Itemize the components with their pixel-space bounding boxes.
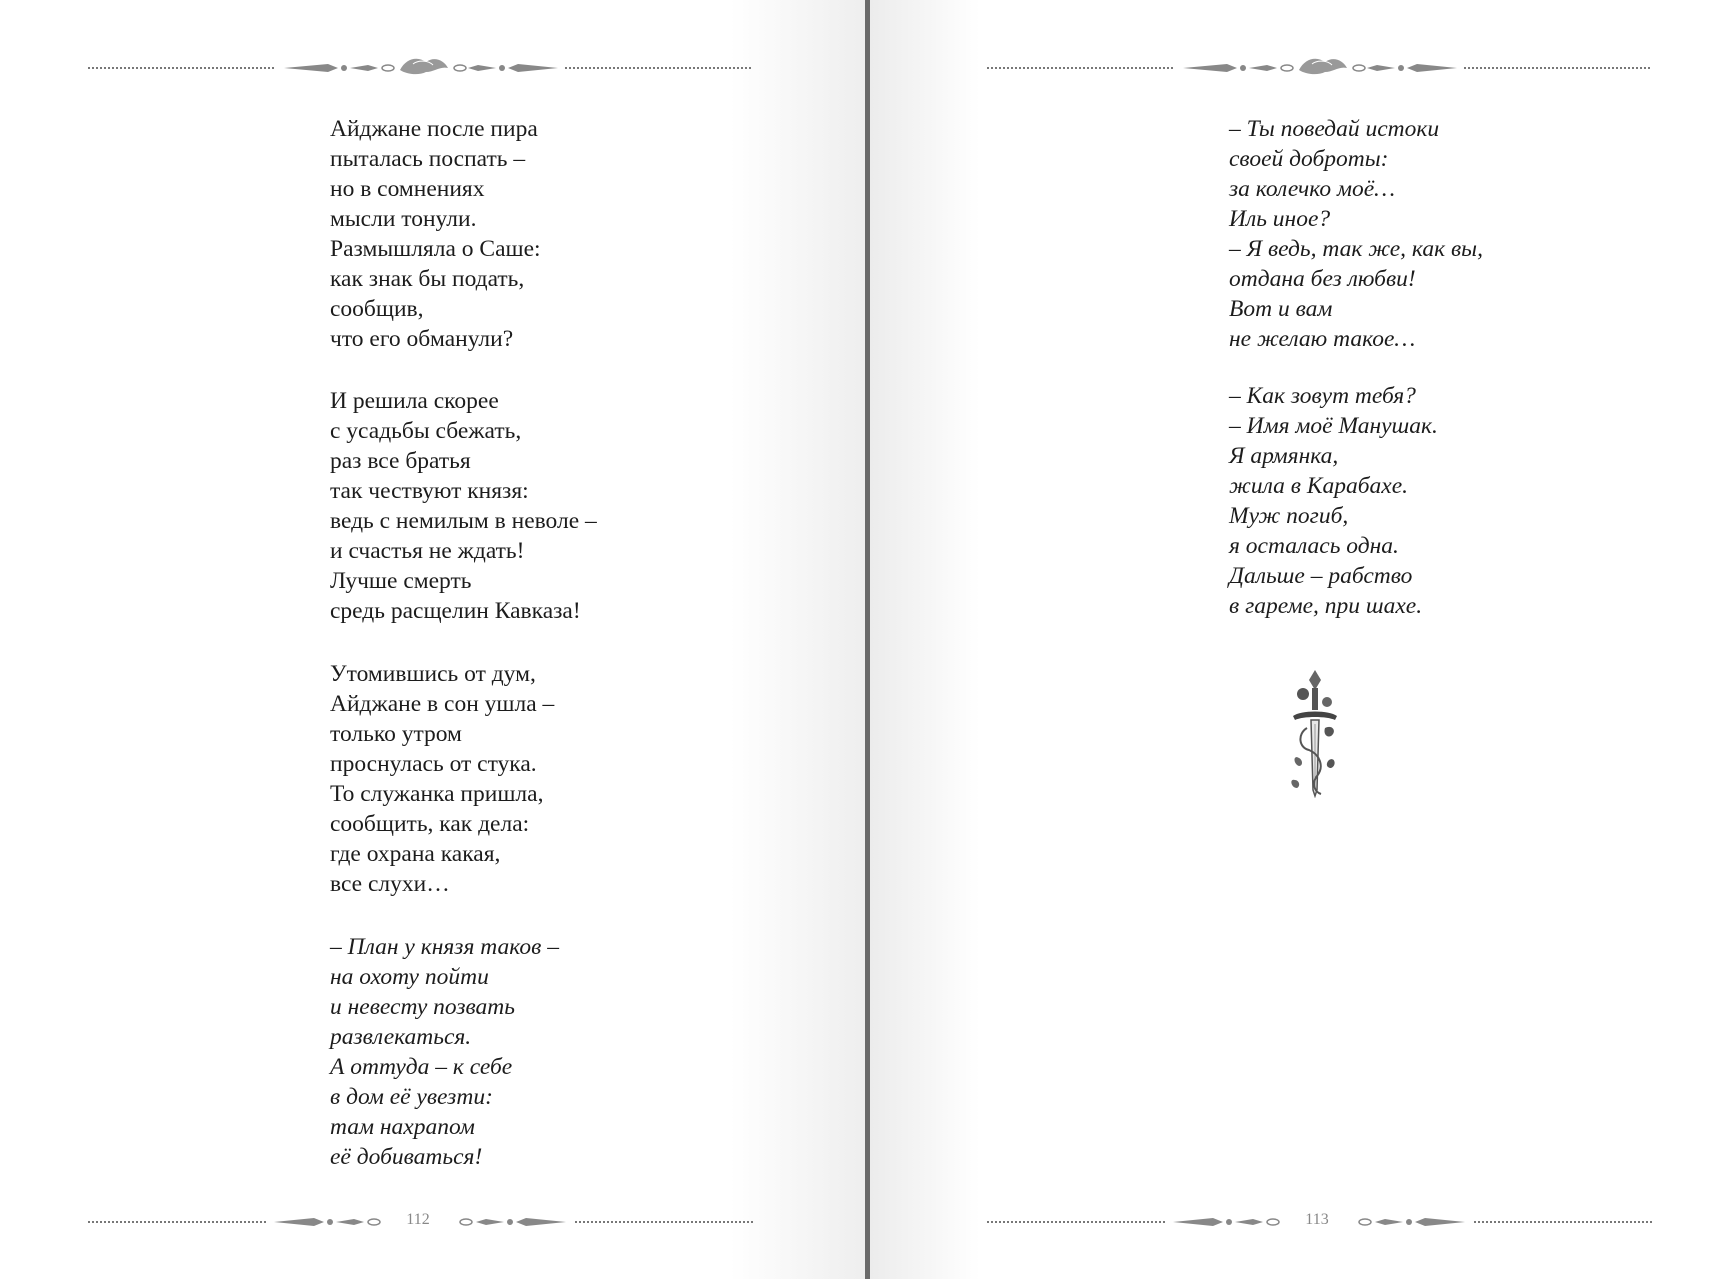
verse-line: за колечко моё… [1229,176,1396,202]
verse-line: в дом её увезти: [330,1084,493,1110]
verse-line: мысли тонули. [330,206,477,232]
verse-line: Айджане после пира [330,116,538,142]
verse-line: Иль иное? [1229,206,1331,232]
page-number-left: 112 [406,1211,430,1228]
verse-line: раз все братья [330,448,471,474]
gutter-shadow-right [870,0,980,1279]
end-ornament [1285,668,1345,803]
verse-line: Утомившись от дум, [330,661,536,687]
verse-line: там нахрапом [330,1114,475,1140]
verse-line: так чествуют князя: [330,478,529,504]
verse-line: все слухи… [330,871,450,897]
verse-line: где охрана какая, [330,841,501,867]
verse-line: Вот и вам [1229,296,1333,322]
verse-line: Дальше – рабство [1229,563,1413,589]
verse-line: – Я ведь, так же, как вы, [1229,236,1483,262]
scroll-divider-icon [88,54,753,82]
verse-line: сообщить, как дела: [330,811,530,837]
verse-line: развлекаться. [330,1024,472,1050]
verse-line: – Имя моё Манушак. [1229,413,1438,439]
verse-line: отдана без любви! [1229,266,1416,292]
verse-line: жила в Карабахе. [1229,473,1409,499]
verse-line: я осталась одна. [1229,533,1399,559]
left-stanza-3 [330,659,554,899]
gutter-shadow-left [730,0,866,1279]
verse-line: с усадьбы сбежать, [330,418,522,444]
verse-line: Муж погиб, [1229,503,1349,529]
scroll-divider-icon [987,54,1652,82]
dagger-with-roses-icon [1285,668,1345,798]
verse-line: на охоту пойти [330,964,489,990]
left-stanza-1 [330,114,541,354]
verse-line: средь расщелин Кавказа! [330,598,581,624]
verse-line: А оттуда – к себе [330,1054,513,1080]
verse-line: – Ты поведай истоки [1229,116,1440,142]
verse-line: и невесту позвать [330,994,515,1020]
verse-line: своей доброты: [1229,146,1389,172]
verse-line: Я армянка, [1229,443,1339,469]
verse-line: сообщив, [330,296,424,322]
verse-line: пыталась поспать – [330,146,526,172]
verse-line: ведь с немилым в неволе – [330,508,597,534]
verse-line: но в сомнениях [330,176,485,202]
verse-line: только утром [330,721,462,747]
verse-line: проснулась от стука. [330,751,537,777]
verse-line: и счастья не ждать! [330,538,525,564]
header-ornament-left [88,54,753,82]
verse-line: И решила скорее [330,388,499,414]
verse-line: – Как зовут тебя? [1229,383,1416,409]
verse-line: что его обманули? [330,326,514,352]
verse-line: не желаю такое… [1229,326,1416,352]
header-ornament-right [987,54,1652,82]
page-number-right: 113 [1305,1211,1329,1228]
book-spine [865,0,870,1279]
verse-line: Айджане в сон ушла – [330,691,555,717]
right-stanza-1 [1229,114,1483,354]
verse-line: То служанка пришла, [330,781,544,807]
verse-line: Лучше смерть [330,568,472,594]
verse-line: Размышляла о Саше: [330,236,541,262]
verse-line: её добиваться! [330,1144,483,1170]
left-stanza-2 [330,386,597,626]
verse-line: – План у князя таков – [330,934,559,960]
left-stanza-4 [330,932,559,1172]
verse-line: в гареме, при шахе. [1229,593,1423,619]
right-stanza-2 [1229,381,1438,621]
verse-line: как знак бы подать, [330,266,525,292]
